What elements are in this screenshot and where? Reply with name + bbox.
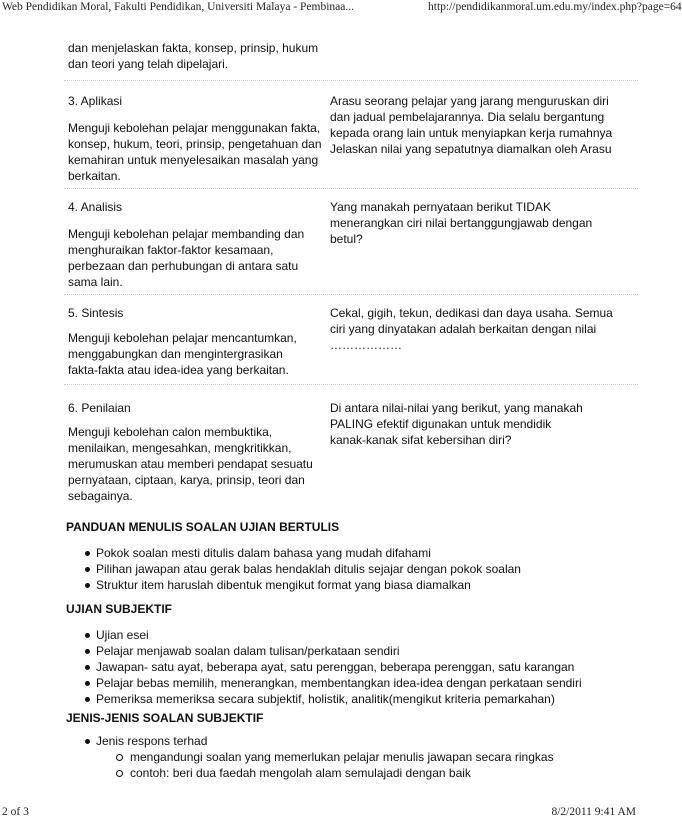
page-title: Web Pendidikan Moral, Fakulti Pendidikan, Universiti Malaya - Pembinaa... [2,1,354,13]
row-example: Cekal, gigih, tekun, dedikasi dan daya usaha. Semua ciri yang dinyatakan adalah berkaitan dengan nilai ……………… [330,306,613,352]
row-example: Yang manakah pernyataan berikut TIDAK menerangkan ciri nilai bertanggungjawab dengan betul? [330,200,593,246]
row-description: Menguji kebolehan pelajar membanding dan menghuraikan faktor-faktor kesamaan, perbezaan dan perhubungan di antara satu sama lain. [68,227,305,289]
row-divider [64,294,638,295]
question-types-list [82,733,638,749]
list-item: Pemeriksa memeriksa secara subjektif, holistik, analitik(mengikut kriteria pemarkahan) [82,691,638,707]
row-divider [64,188,638,189]
row-divider [64,384,638,385]
row-description: Menguji kebolehan pelajar mencantumkan, menggabungkan dan mengintergrasikan fakta-fakta atau idea-idea yang berkaitan. [68,331,297,377]
subjective-test-list [82,627,638,707]
print-timestamp: 8/2/2011 9:41 AM [551,806,636,818]
section-heading: PANDUAN MENULIS SOALAN UJIAN BERTULIS [66,520,340,534]
page-url[interactable]: http://pendidikanmoral.um.edu.my/index.php?page=64 [428,1,682,13]
list-item: Pelajar bebas memilih, menerangkan, membentangkan idea-idea dengan perkataan sendiri [82,675,638,691]
sub-list-item: contoh: beri dua faedah mengolah alam semulajadi dengan baik [96,765,636,781]
intro-text: dan menjelaskan fakta, konsep, prinsip, hukum dan teori yang telah dipelajari. [68,41,319,71]
row-divider [64,80,638,81]
row-title: 4. Analisis [68,200,123,214]
list-item: Jawapan- satu ayat, beberapa ayat, satu perenggan, beberapa perenggan, satu karangan [82,659,638,675]
section-heading: UJIAN SUBJEKTIF [66,602,173,616]
list-item: Pokok soalan mesti ditulis dalam bahasa yang mudah difahami [82,545,638,561]
sub-list-item: mengandungi soalan yang memerlukan pelajar menulis jawapan secara ringkas [96,749,636,765]
row-description: Menguji kebolehan calon membuktika, menilaikan, mengesahkan, mengkritikkan, merumuskan atau memberi pendapat sesuatu pernyataan, ciptaan, karya, prinsip, teori dan sebagainya. [68,425,313,503]
row-title: 3. Aplikasi [68,94,123,108]
row-description: Menguji kebolehan pelajar menggunakan fakta, konsep, hukum, teori, prinsip, pengetahuan dan kemahiran untuk menyelesaikan masalah yang berkaitan. [68,121,322,183]
list-item: Struktur item haruslah dibentuk mengikut format yang biasa diamalkan [82,577,638,593]
list-item: Ujian esei [82,627,638,643]
section-heading: JENIS-JENIS SOALAN SUBJEKTIF [66,711,264,725]
list-item: Pilihan jawapan atau gerak balas hendaklah ditulis sejajar dengan pokok soalan [82,561,638,577]
row-title: 5. Sintesis [68,306,124,320]
guideline-list [82,545,638,593]
row-example: Di antara nilai-nilai yang berikut, yang manakah PALING efektif digunakan untuk mendidik kanak-kanak sifat kebersihan diri? [330,401,583,447]
row-example: Arasu seorang pelajar yang jarang menguruskan diri dan jadual pembelajarannya. Dia selalu bergantung kepada orang lain untuk menyiapkan kerja rumahnya Jelaskan nilai yang sepatutnya diamalkan oleh Arasu [330,94,613,156]
list-item: Pelajar menjawab soalan dalam tulisan/perkataan sendiri [82,643,638,659]
list-item [82,733,638,749]
row-title: 6. Penilaian [68,401,131,415]
question-types-sublist [96,749,636,781]
list-item-label: Jenis respons terhad [96,734,208,748]
print-footer [0,806,638,822]
page-counter: 2 of 3 [2,806,29,818]
